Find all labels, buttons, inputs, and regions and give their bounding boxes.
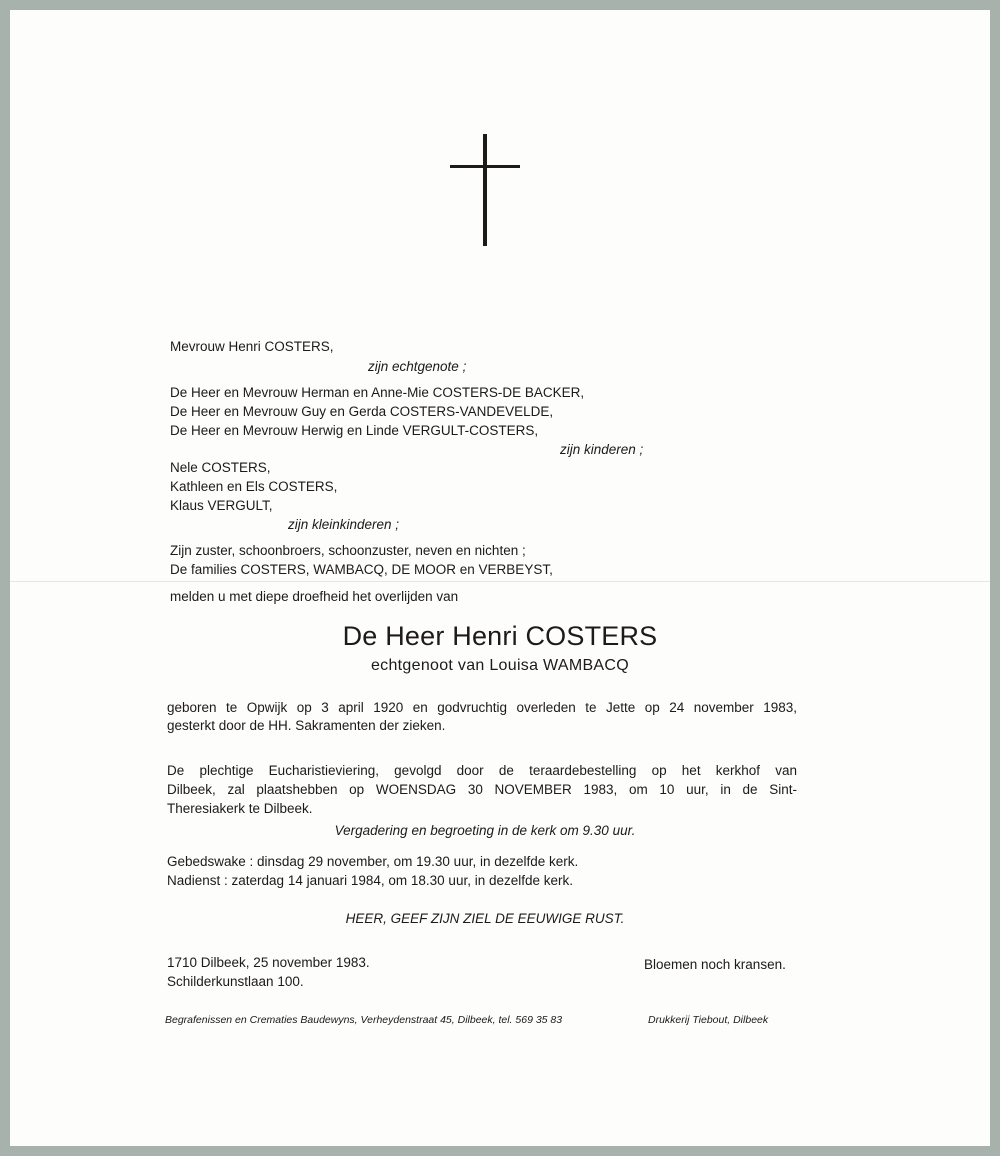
grandchild-line: Nele COSTERS, (170, 460, 271, 475)
child-line: De Heer en Mevrouw Herman en Anne-Mie COSTERS-DE BACKER, (170, 385, 585, 400)
spouse-role: zijn echtgenote ; (368, 359, 467, 374)
prayer-line: HEER, GEEF ZIJN ZIEL DE EEUWIGE RUST. (345, 911, 625, 926)
wake-line: Gebedswake : dinsdag 29 november, om 19.30 uur, in dezelfde kerk. (167, 854, 579, 869)
obituary-card (10, 10, 990, 1146)
announcement: melden u met diepe droefheid het overlijden van (170, 589, 459, 604)
deceased-spouse-line: echtgenoot van Louisa WAMBACQ (370, 657, 629, 674)
cross-vertical-bar (483, 134, 487, 246)
child-line: De Heer en Mevrouw Herwig en Linde VERGULT-COSTERS, (170, 423, 539, 438)
deceased-name: De Heer Henri COSTERS (342, 621, 658, 651)
relatives-line: Zijn zuster, schoonbroers, schoonzuster, neven en nichten ; (170, 543, 526, 558)
meeting-line: Vergadering en begroeting in de kerk om 9.30 uur. (334, 823, 636, 838)
address-line: 1710 Dilbeek, 25 november 1983. (167, 955, 370, 970)
spouse-name: Mevrouw Henri COSTERS, (170, 339, 334, 354)
grandchild-line: Kathleen en Els COSTERS, (170, 479, 338, 494)
grandchild-line: Klaus VERGULT, (170, 498, 273, 513)
child-line: De Heer en Mevrouw Guy en Gerda COSTERS-VANDEVELDE, (170, 404, 554, 419)
grandchildren-role: zijn kleinkinderen ; (288, 517, 400, 532)
relatives-line: De families COSTERS, WAMBACQ, DE MOOR en VERBEYST, (170, 562, 553, 577)
birth-death-line: gesterkt door de HH. Sakramenten der zieken. (167, 718, 446, 733)
fold-line (10, 581, 990, 582)
birth-death-line: geboren te Opwijk op 3 april 1920 en godvruchtig overleden te Jette op 24 november 1983, (167, 700, 797, 715)
funeral-home-credit: Begrafenissen en Crematies Baudewyns, Verheydenstraat 45, Dilbeek, tel. 569 35 83 (165, 1014, 563, 1026)
printer-credit: Drukkerij Tiebout, Dilbeek (648, 1014, 769, 1026)
ceremony-line: Theresiakerk te Dilbeek. (167, 801, 313, 816)
flowers-note: Bloemen noch kransen. (644, 957, 786, 972)
service-line: Nadienst : zaterdag 14 januari 1984, om 18.30 uur, in dezelfde kerk. (167, 873, 574, 888)
children-role: zijn kinderen ; (560, 442, 644, 457)
cross-horizontal-bar (450, 165, 520, 168)
address-line: Schilderkunstlaan 100. (167, 974, 304, 989)
ceremony-line: Dilbeek, zal plaatshebben op WOENSDAG 30 NOVEMBER 1983, om 10 uur, in de Sint- (167, 782, 797, 797)
ceremony-line: De plechtige Eucharistieviering, gevolgd door de teraardebestelling op het kerkhof van (167, 763, 797, 778)
